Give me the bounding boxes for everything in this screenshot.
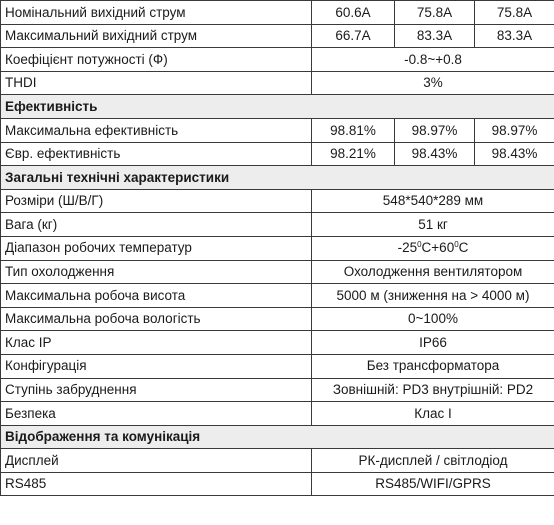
temperature-text: C	[458, 240, 469, 256]
spec-value-model-2: 83.3A	[395, 24, 475, 48]
spec-label: Тип охолодження	[1, 260, 312, 284]
spec-label: Клас IP	[1, 331, 312, 355]
degree-superscript: 0	[454, 240, 459, 250]
spec-value-model-3: 83.3A	[475, 24, 554, 48]
spec-row	[1, 307, 554, 331]
section-title: Відображення та комунікація	[1, 425, 554, 449]
spec-row	[1, 236, 554, 260]
spec-label: Максимальна ефективність	[1, 118, 312, 142]
spec-label: Ступінь забруднення	[1, 378, 312, 402]
spec-row	[1, 71, 554, 95]
spec-value-model-1: 98.21%	[312, 142, 395, 166]
spec-row	[1, 378, 554, 402]
spec-value: RS485/WIFI/GPRS	[312, 472, 554, 496]
spec-value-model-1: 98.81%	[312, 118, 395, 142]
spec-label: Дисплей	[1, 449, 312, 473]
spec-value-model-3: 75.8A	[475, 1, 554, 25]
spec-value: -0.8~+0.8	[312, 48, 554, 72]
spec-value: 0~100%	[312, 307, 554, 331]
spec-label: Безпека	[1, 402, 312, 426]
spec-value: Без трансформатора	[312, 354, 554, 378]
spec-row	[1, 449, 554, 473]
spec-label: Діапазон робочих температур	[1, 236, 312, 260]
spec-value: Зовнішній: PD3 внутрішній: PD2	[312, 378, 554, 402]
spec-row	[1, 472, 554, 496]
spec-value: IP66	[312, 331, 554, 355]
spec-label: Вага (кг)	[1, 213, 312, 237]
spec-row	[1, 118, 554, 142]
spec-value-model-2: 98.97%	[395, 118, 475, 142]
spec-row	[1, 189, 554, 213]
spec-label: Розміри (Ш/В/Г)	[1, 189, 312, 213]
spec-row	[1, 24, 554, 48]
spec-row	[1, 48, 554, 72]
spec-row	[1, 402, 554, 426]
temperature-text: C+60	[421, 240, 455, 256]
spec-value: Клас I	[312, 402, 554, 426]
spec-label: RS485	[1, 472, 312, 496]
spec-value-model-3: 98.97%	[475, 118, 554, 142]
spec-label: Номінальний вихідний струм	[1, 1, 312, 25]
section-header-row	[1, 166, 554, 190]
spec-value: РК-дисплей / світлодіод	[312, 449, 554, 473]
spec-value: 51 кг	[312, 213, 554, 237]
spec-value	[312, 236, 554, 260]
spec-label: Максимальна робоча висота	[1, 284, 312, 308]
spec-row	[1, 213, 554, 237]
spec-label: Коефіцієнт потужності (Ф)	[1, 48, 312, 72]
spec-row	[1, 142, 554, 166]
spec-label: Євр. ефективність	[1, 142, 312, 166]
spec-value-model-1: 66.7A	[312, 24, 395, 48]
spec-label: Максимальна робоча вологість	[1, 307, 312, 331]
spec-value-model-1: 60.6A	[312, 1, 395, 25]
degree-superscript: 0	[417, 240, 422, 250]
spec-value: 5000 м (зниження на > 4000 м)	[312, 284, 554, 308]
section-header-row	[1, 425, 554, 449]
spec-value-model-3: 98.43%	[475, 142, 554, 166]
spec-table-body	[1, 1, 554, 496]
spec-row	[1, 354, 554, 378]
spec-label: Максимальний вихідний струм	[1, 24, 312, 48]
spec-value: 548*540*289 мм	[312, 189, 554, 213]
spec-row	[1, 331, 554, 355]
spec-row	[1, 1, 554, 25]
spec-value: 3%	[312, 71, 554, 95]
section-title: Загальні технічні характеристики	[1, 166, 554, 190]
section-header-row	[1, 95, 554, 119]
spec-row	[1, 284, 554, 308]
spec-value-model-2: 75.8A	[395, 1, 475, 25]
spec-value-model-2: 98.43%	[395, 142, 475, 166]
temperature-text: -25	[397, 240, 418, 256]
section-title: Ефективність	[1, 95, 554, 119]
spec-label: THDI	[1, 71, 312, 95]
spec-row	[1, 260, 554, 284]
spec-label: Конфігурація	[1, 354, 312, 378]
spec-value: Охолодження вентилятором	[312, 260, 554, 284]
